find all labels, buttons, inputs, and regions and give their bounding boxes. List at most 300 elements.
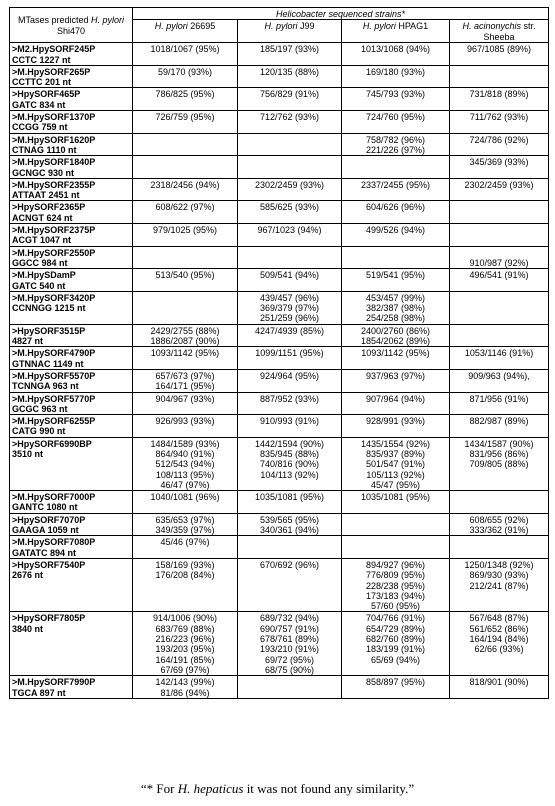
similarity-value: 776/809 (95%) [365,570,426,581]
table-row [10,676,549,699]
similarity-value: 709/805 (88%) [469,459,529,470]
similarity-value: 105/113 (92%) [366,469,425,480]
mtase-name-line: CCTC 1227 nt [12,54,71,65]
similarity-value: 212/241 (87%) [469,580,529,591]
similarity-cell-strain-3 [342,133,450,156]
similarity-cell-strain-1 [133,133,238,156]
mtase-name-cell [10,369,133,392]
mtase-name-line: >HpySORF6990BP [12,438,92,449]
similarity-value: 68/75 (90%) [264,664,315,675]
similarity-cell-strain-4 [450,415,549,438]
similarity-cell-strain-3 [342,612,450,676]
similarity-value: 45/47 (95%) [370,479,421,490]
similarity-cell-strain-1 [133,156,238,179]
similarity-cell-strain-1 [133,178,238,201]
similarity-value: 254/258 (98%) [365,313,426,324]
mtase-name-line: TGCA 897 nt [12,687,66,698]
mtase-name-cell [10,111,133,134]
similarity-cell-strain-1 [133,612,238,676]
similarity-cell-strain-2 [238,43,342,66]
mtase-name-line: >M.HpySORF3420P [12,292,96,303]
table-row [10,513,549,536]
mtase-name-cell [10,536,133,559]
similarity-cell-strain-4 [450,676,549,699]
mtase-name-line: >M.HpySORF2375P [12,225,96,236]
similarity-value: 1035/1081 (95%) [360,492,431,503]
mtase-name-line: >M.HpySORF1370P [12,112,96,123]
similarity-cell-strain-3 [342,201,450,224]
similarity-value: 1035/1081 (95%) [254,492,325,503]
similarity-cell-strain-3 [342,347,450,370]
similarity-cell-strain-1 [133,513,238,536]
similarity-cell-strain-1 [133,201,238,224]
similarity-cell-strain-1 [133,536,238,559]
similarity-value: 904/967 (93%) [155,393,215,404]
similarity-value: 499/526 (94%) [365,225,426,236]
similarity-value: 1040/1081 (96%) [150,492,220,503]
similarity-value: 164/194 (84%) [469,634,529,645]
similarity-cell-strain-2 [238,392,342,415]
table-row [10,612,549,676]
mtase-name-cell [10,269,133,292]
similarity-cell-strain-4 [450,347,549,370]
table-row [10,392,549,415]
similarity-value: 704/766 (91%) [365,613,426,624]
table-row [10,201,549,224]
mtase-name-line: >M.HpySORF7990P [12,677,96,688]
similarity-value: 1435/1554 (92%) [360,438,431,449]
table-row [10,269,549,292]
similarity-value: 59/170 (93%) [157,66,213,77]
mtase-name-line: CATG 990 nt [12,426,66,437]
similarity-value: 108/113 (95%) [155,469,215,480]
header-strain-2: H. pylori J99 [238,20,342,43]
similarity-value: 724/786 (92%) [469,134,529,145]
similarity-value: 228/238 (95%) [365,580,426,591]
similarity-value: 2318/2456 (94%) [150,179,220,190]
similarity-cell-strain-4 [450,392,549,415]
mtase-name-line: >M.HpySORF5770P [12,393,96,404]
similarity-cell-strain-2 [238,415,342,438]
similarity-value: 2302/2459 (93%) [254,179,325,190]
similarity-value: 1854/2062 (89%) [360,336,431,347]
mtase-name-cell [10,65,133,88]
mtase-name-line: >M.HpySORF4790P [12,348,96,359]
similarity-value: 69/72 (95%) [264,654,315,665]
similarity-cell-strain-4 [450,269,549,292]
similarity-cell-strain-3 [342,437,450,490]
similarity-cell-strain-2 [238,133,342,156]
mtase-name-cell [10,491,133,514]
similarity-cell-strain-1 [133,65,238,88]
similarity-value: 158/169 (93%) [155,559,215,570]
mtase-name-cell [10,612,133,676]
similarity-value: 2302/2459 (93%) [464,179,534,190]
similarity-value: 183/199 (91%) [365,644,426,655]
similarity-cell-strain-2 [238,369,342,392]
similarity-value: 910/993 (91%) [259,416,320,427]
mtase-name-cell [10,156,133,179]
mtase-name-line: GCGC 963 nt [12,403,68,414]
similarity-value: 724/760 (95%) [365,112,426,123]
footnote: “* For H. hepaticus it was not found any similarity.” [140,781,415,796]
similarity-value: 682/760 (89%) [365,634,426,645]
similarity-value: 513/540 (95%) [155,270,215,281]
similarity-cell-strain-1 [133,324,238,347]
similarity-cell-strain-2 [238,88,342,111]
mtase-name-cell [10,178,133,201]
similarity-value: 1093/1142 (95%) [150,348,220,359]
similarity-cell-strain-1 [133,224,238,247]
similarity-cell-strain-4 [450,437,549,490]
similarity-cell-strain-1 [133,392,238,415]
similarity-value: 657/673 (97%) [155,370,215,381]
similarity-cell-strain-1 [133,415,238,438]
similarity-cell-strain-1 [133,291,238,324]
similarity-value: 869/930 (93%) [469,570,529,581]
similarity-value: 164/171 (95%) [155,381,215,392]
mtase-name-line: >M.HpySORF5570P [12,370,96,381]
similarity-cell-strain-4 [450,491,549,514]
similarity-value: 369/379 (97%) [259,303,320,314]
similarity-cell-strain-4 [450,246,549,269]
mtase-name-cell [10,558,133,611]
similarity-value: 726/759 (95%) [155,112,215,123]
similarity-cell-strain-3 [342,178,450,201]
similarity-cell-strain-3 [342,324,450,347]
mtase-name-line: >HpySORF465P [12,89,81,100]
similarity-value: 120/135 (88%) [259,66,320,77]
mtase-name-cell [10,133,133,156]
similarity-value: 509/541 (94%) [259,270,320,281]
similarity-value: 142/143 (99%) [155,677,215,688]
similarity-value: 683/769 (88%) [155,623,215,634]
table-body [10,43,549,699]
similarity-value: 690/757 (91%) [259,623,320,634]
similarity-value: 858/897 (95%) [365,677,426,688]
table-row [10,324,549,347]
similarity-cell-strain-2 [238,676,342,699]
mtase-name-line: ACGT 1047 nt [12,235,72,246]
similarity-value: 57/60 (95%) [370,601,421,612]
mtase-name-line: GATC 834 nt [12,99,66,110]
similarity-value: 909/963 (94%), [468,370,530,381]
similarity-value: 1093/1142 (95%) [361,348,430,359]
similarity-value: 216/223 (96%) [155,634,215,645]
similarity-value: 1434/1587 (90%) [464,438,534,449]
mtase-name-cell [10,676,133,699]
similarity-cell-strain-3 [342,65,450,88]
similarity-value: 65/69 (94%) [370,654,421,665]
table-row [10,43,549,66]
mtases-similarity-table [9,7,549,699]
similarity-cell-strain-1 [133,437,238,490]
similarity-value: 711/762 (93%) [469,112,529,123]
mtase-name-line: GTNNAC 1149 nt [12,358,84,369]
mtase-name-line: TCNNGA 963 nt [12,381,79,392]
mtase-name-line: >M.HpySDamP [12,270,76,281]
table-row [10,347,549,370]
similarity-value [452,248,546,258]
similarity-cell-strain-4 [450,558,549,611]
similarity-cell-strain-3 [342,558,450,611]
similarity-value: 251/259 (96%) [259,313,320,324]
mtase-name-cell [10,347,133,370]
similarity-value: 654/729 (89%) [365,623,426,634]
similarity-cell-strain-3 [342,491,450,514]
header-row-1 [10,8,549,20]
table-row [10,291,549,324]
similarity-value: 1442/1594 (90%) [254,438,325,449]
similarity-value: 193/210 (91%) [259,644,320,655]
mtase-name-line: GATC 540 nt [12,280,66,291]
similarity-cell-strain-2 [238,612,342,676]
mtase-name-line: >HpySORF3515P [12,325,86,336]
mtase-name-line: CCTTC 201 nt [12,77,72,88]
table-header [10,8,549,43]
similarity-cell-strain-3 [342,676,450,699]
similarity-cell-strain-1 [133,43,238,66]
similarity-value: 670/692 (96%) [259,559,320,570]
similarity-value: 164/191 (85%) [155,654,215,665]
similarity-cell-strain-3 [342,43,450,66]
similarity-value: 608/655 (92%) [469,514,529,525]
similarity-cell-strain-1 [133,111,238,134]
similarity-cell-strain-2 [238,437,342,490]
mtase-name-line: 3840 nt [12,623,44,634]
similarity-cell-strain-4 [450,291,549,324]
similarity-value: 333/362 (91%) [469,525,529,536]
mtase-name-line: >M.HpySORF1620P [12,134,96,145]
similarity-cell-strain-1 [133,246,238,269]
table-row [10,369,549,392]
similarity-value: 937/963 (97%) [365,370,426,381]
similarity-value: 46/47 (97%) [160,479,210,490]
similarity-value: 635/653 (97%) [155,514,215,525]
similarity-cell-strain-1 [133,369,238,392]
similarity-cell-strain-3 [342,536,450,559]
similarity-value: 1484/1589 (93%) [150,438,220,449]
similarity-value: 745/793 (93%) [365,89,426,100]
mtase-name-line: >HpySORF7805P [12,613,86,624]
similarity-cell-strain-2 [238,491,342,514]
similarity-cell-strain-3 [342,291,450,324]
similarity-value: 173/183 (94%) [365,590,426,601]
similarity-value: 501/547 (91%) [365,459,426,470]
similarity-value: 818/901 (90%) [469,677,529,688]
similarity-cell-strain-1 [133,269,238,292]
similarity-value: 1250/1348 (92%) [464,559,534,570]
similarity-value: 453/457 (99%) [365,292,426,303]
mtase-name-line: >M.HpySORF1840P [12,157,96,168]
similarity-cell-strain-3 [342,392,450,415]
table-row [10,133,549,156]
similarity-cell-strain-1 [133,88,238,111]
similarity-value: 585/625 (93%) [259,202,320,213]
mtase-name-cell [10,246,133,269]
similarity-value: 731/818 (89%) [469,89,529,100]
mtase-name-line: 4827 nt [12,336,44,347]
table-row [10,491,549,514]
similarity-value: 786/825 (95%) [155,89,215,100]
similarity-value: 864/940 (91%) [155,448,215,459]
similarity-value: 914/1006 (90%) [152,613,218,624]
mtase-name-cell [10,88,133,111]
mtase-name-line: >M.HpySORF2355P [12,179,96,190]
similarity-value: 924/964 (95%) [259,370,320,381]
mtase-name-cell [10,513,133,536]
mtase-name-cell [10,43,133,66]
similarity-cell-strain-2 [238,536,342,559]
mtase-name-line: GATATC 894 nt [12,547,77,558]
similarity-cell-strain-3 [342,415,450,438]
similarity-value: 2337/2455 (95%) [360,179,431,190]
similarity-value: 907/964 (94%) [365,393,426,404]
similarity-value: 678/761 (89%) [259,634,320,645]
similarity-cell-strain-4 [450,111,549,134]
mtase-name-line: >M.HpySORF7080P [12,537,96,548]
similarity-cell-strain-4 [450,65,549,88]
similarity-value: 104/113 (92%) [260,469,319,480]
mtase-name-line: CCGG 759 nt [12,122,68,133]
similarity-value: 928/991 (93%) [365,416,426,427]
similarity-cell-strain-2 [238,65,342,88]
similarity-value: 45/46 (97%) [160,537,210,548]
similarity-cell-strain-2 [238,513,342,536]
similarity-cell-strain-4 [450,324,549,347]
similarity-cell-strain-1 [133,491,238,514]
similarity-value: 439/457 (96%) [259,292,320,303]
mtase-name-line: >M2.HpySORF245P [12,44,96,55]
similarity-cell-strain-2 [238,269,342,292]
similarity-cell-strain-3 [342,111,450,134]
header-strain-3: H. pylori HPAG1 [342,20,450,43]
mtase-name-line: >M.HpySORF2550P [12,247,96,258]
mtase-name-line: 3510 nt [12,448,44,459]
mtase-name-cell [10,415,133,438]
similarity-value: 689/732 (94%) [259,613,320,624]
table-row [10,246,549,269]
mtase-name-line: ATTAAT 2451 nt [12,190,80,201]
similarity-cell-strain-2 [238,201,342,224]
similarity-value: 756/829 (91%) [259,89,320,100]
similarity-value: 345/369 (93%) [469,157,529,168]
mtase-name-line: GAAGA 1059 nt [12,525,79,536]
similarity-cell-strain-4 [450,513,549,536]
similarity-cell-strain-4 [450,88,549,111]
mtase-name-line: >M.HpySORF265P [12,66,91,77]
similarity-cell-strain-2 [238,324,342,347]
similarity-value: 2429/2755 (88%) [150,325,220,336]
similarity-value: 926/993 (93%) [155,416,215,427]
similarity-value: 382/387 (98%) [365,303,426,314]
similarity-value: 519/541 (95%) [365,270,426,281]
similarity-value: 979/1025 (95%) [152,225,218,236]
similarity-cell-strain-2 [238,558,342,611]
mtase-name-line: >HpySORF7070P [12,514,86,525]
similarity-cell-strain-2 [238,111,342,134]
similarity-value: 831/956 (86%) [469,448,529,459]
table-row [10,536,549,559]
similarity-cell-strain-2 [238,156,342,179]
table-row [10,178,549,201]
similarity-value: 871/956 (91%) [469,393,529,404]
similarity-cell-strain-1 [133,676,238,699]
header-sequenced-strains: Helicobacter sequenced strains* [133,8,549,20]
similarity-value: 608/622 (97%) [155,202,215,213]
header-strain-1: H. pylori 26695 [133,20,238,43]
mtase-name-cell [10,324,133,347]
similarity-value: 604/626 (96%) [365,202,426,213]
similarity-cell-strain-4 [450,536,549,559]
mtase-name-line: GGCC 984 nt [12,257,68,268]
table-row [10,415,549,438]
similarity-value: 62/66 (93%) [474,644,524,655]
similarity-value: 740/816 (90%) [259,459,320,470]
similarity-value: 1013/1068 (94%) [360,44,431,55]
similarity-value: 561/652 (86%) [469,623,529,634]
similarity-cell-strain-3 [342,156,450,179]
similarity-value: 887/952 (93%) [259,393,320,404]
mtase-name-cell [10,224,133,247]
similarity-value: 185/197 (93%) [259,44,320,55]
similarity-value: 882/987 (89%) [469,416,529,427]
similarity-value: 512/543 (94%) [155,459,215,470]
table-row [10,111,549,134]
similarity-cell-strain-2 [238,347,342,370]
similarity-value: 967/1023 (94%) [257,225,322,236]
similarity-value: 2400/2760 (86%) [360,325,431,336]
similarity-value: 221/226 (97%) [365,144,426,155]
mtase-name-cell [10,291,133,324]
mtase-name-cell [10,392,133,415]
table-row [10,558,549,611]
similarity-cell-strain-4 [450,43,549,66]
table-row [10,156,549,179]
similarity-cell-strain-4 [450,201,549,224]
mtase-name-line: >M.HpySORF6255P [12,416,96,427]
similarity-value: 193/203 (95%) [155,644,215,655]
similarity-cell-strain-3 [342,513,450,536]
mtase-name-cell [10,437,133,490]
similarity-value: 67/69 (97%) [160,664,210,675]
similarity-value: 1099/1151 (95%) [255,348,324,359]
similarity-cell-strain-3 [342,246,450,269]
similarity-value: 712/762 (93%) [259,112,320,123]
similarity-cell-strain-4 [450,369,549,392]
similarity-value: 340/361 (94%) [259,525,320,536]
mtase-name-line: GANTC 1080 nt [12,502,78,513]
mtase-name-line: CTNAG 1110 nt [12,144,77,155]
similarity-cell-strain-4 [450,133,549,156]
similarity-cell-strain-3 [342,369,450,392]
mtase-name-cell [10,201,133,224]
mtase-name-line: ACNGT 624 nt [12,212,73,223]
similarity-cell-strain-2 [238,178,342,201]
similarity-cell-strain-2 [238,246,342,269]
similarity-value: 349/359 (97%) [155,525,215,536]
similarity-value: 169/180 (93%) [365,66,426,77]
similarity-cell-strain-4 [450,612,549,676]
table-row [10,65,549,88]
similarity-value: 81/86 (94%) [160,687,210,698]
similarity-value: 835/937 (89%) [365,448,426,459]
similarity-value: 758/782 (96%) [365,134,426,145]
similarity-value: 835/945 (88%) [259,448,320,459]
similarity-value: 496/541 (91%) [469,270,529,281]
mtase-name-line: >M.HpySORF7000P [12,492,96,503]
table-row [10,437,549,490]
